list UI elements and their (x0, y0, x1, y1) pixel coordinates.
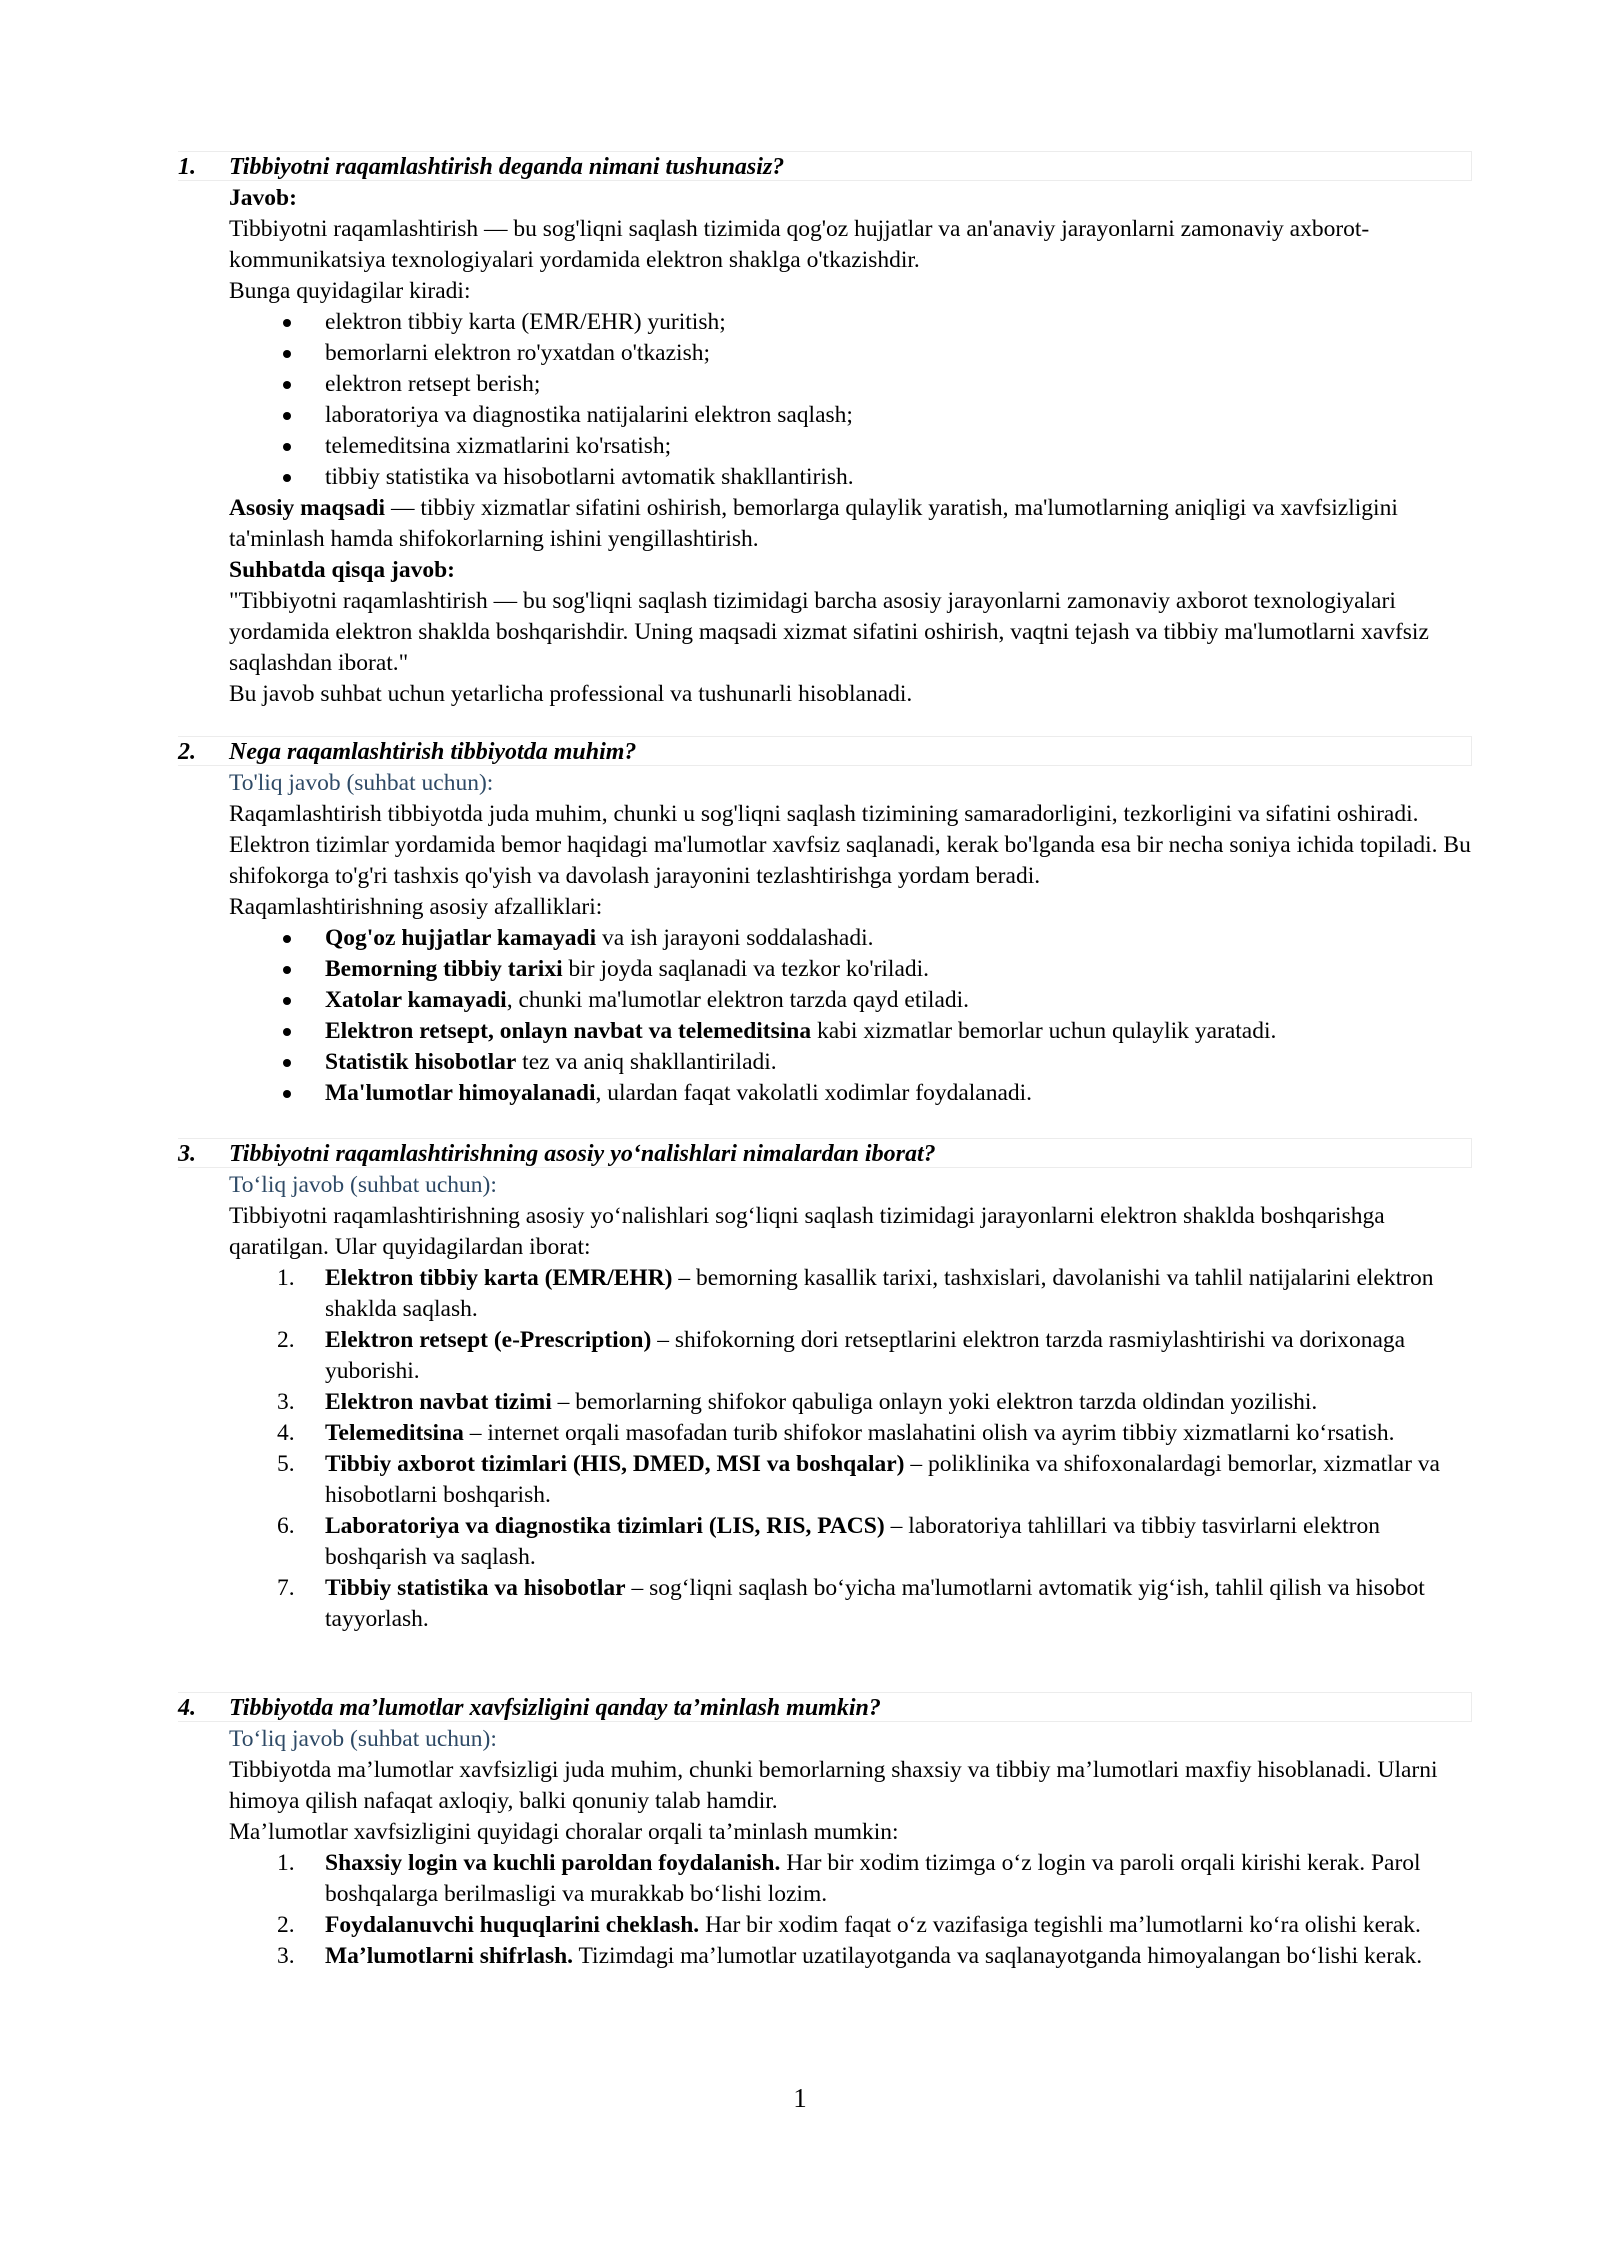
bold-term: Elektron navbat tizimi (325, 1389, 552, 1415)
bold-term: Asosiy maqsadi (229, 495, 386, 521)
list-number: 1. (277, 1850, 295, 1876)
answer-subtitle: To'liq javob (suhbat uchun): (229, 770, 494, 796)
list-item: tibbiy statistika va hisobotlarni avtomatik shakllantirish. (229, 462, 1479, 493)
list-item (229, 923, 1479, 954)
list-item (229, 1387, 1479, 1418)
list-number: 3. (277, 1389, 295, 1415)
bold-term: Shaxsiy login va kuchli paroldan foydalanish. (325, 1850, 781, 1876)
bold-term: Elektron tibbiy karta (EMR/EHR) (325, 1265, 673, 1291)
list-item (229, 1910, 1479, 1941)
bold-term: Xatolar kamayadi (325, 987, 507, 1013)
paragraph: Bu javob suhbat uchun yetarlicha professional va tushunarli hisoblanadi. (229, 681, 913, 707)
list-item: laboratoriya va diagnostika natijalarini elektron saqlash; (229, 400, 1479, 431)
bullet-list (229, 923, 1479, 1109)
list-item: bemorlarni elektron ro'yxatdan o'tkazish; (229, 338, 1479, 369)
bold-term: Elektron retsept (e-Prescription) (325, 1327, 652, 1353)
paragraph: Tibbiyotni raqamlashtirishning asosiy yo‘nalishlari sog‘liqni saqlash tizimidagi jarayonlarni elektron shaklda boshqarishga qaratilgan. Ular quyidagilardan iborat: (229, 1203, 1385, 1260)
text-run: – poliklinika va shifoxonalardagi bemorlar, xizmatlar va hisobotlarni boshqarish. (325, 1451, 1440, 1508)
list-number: 5. (277, 1451, 295, 1477)
question-number: 4. (178, 1695, 196, 1721)
text-run: kabi xizmatlar bemorlar uchun qulaylik yaratadi. (811, 1018, 1277, 1044)
answer-subtitle: To‘liq javob (suhbat uchun): (229, 1726, 497, 1752)
list-item (229, 1573, 1479, 1635)
answer-label: Javob: (229, 185, 297, 211)
question-2-heading (178, 736, 1472, 766)
text-run: tez va aniq shakllantiriladi. (516, 1049, 777, 1075)
answer-subtitle: To‘liq javob (suhbat uchun): (229, 1172, 497, 1198)
paragraph: Bunga quyidagilar kiradi: (229, 278, 471, 304)
list-item (229, 1016, 1479, 1047)
text-run: – bemorning kasallik tarixi, tashxislari, davolanishi va tahlil natijalarini elektron shaklda saqlash. (325, 1265, 1434, 1322)
question-number: 1. (178, 154, 196, 180)
list-item (229, 954, 1479, 985)
question-1-heading (178, 151, 1472, 181)
text-run: – internet orqali masofadan turib shifokor maslahatini olish va ayrim tibbiy xizmatlarni ko‘rsatish. (463, 1420, 1395, 1446)
list-number: 1. (277, 1265, 295, 1291)
bold-term: Ma'lumotlar himoyalanadi (325, 1080, 596, 1106)
list-number: 2. (277, 1912, 295, 1938)
paragraph: Raqamlashtirishning asosiy afzalliklari: (229, 894, 603, 920)
bold-term: Qog'oz hujjatlar kamayadi (325, 925, 597, 951)
numbered-list (229, 1848, 1479, 1972)
paragraph: Raqamlashtirish tibbiyotda juda muhim, chunki u sog'liqni saqlash tizimining samaradorligini, tezkorligini va sifatini oshiradi. Elektron tizimlar yordamida bemor haqidagi ma'lumotlar xavfsiz saqlanadi, kerak bo'lganda esa bir necha soniya ichida topiladi. Bu shifokorga to'g'ri tashxis qo'yish va davolash jarayonini tezlashtirishga yordam beradi. (229, 801, 1471, 889)
bold-term: Laboratoriya va diagnostika tizimlari (LIS, RIS, PACS) (325, 1513, 885, 1539)
bullet-list (229, 307, 1479, 493)
question-number: 3. (178, 1141, 196, 1167)
question-3-answer (229, 1170, 1479, 1635)
bold-term: Statistik hisobotlar (325, 1049, 517, 1075)
text-run: bir joyda saqlanadi va tezkor ko'riladi. (562, 956, 930, 982)
text-run: Har bir xodim tizimga o‘z login va paroli orqali kirishi kerak. Parol boshqalarga berilmasligi va murakkab bo‘lishi lozim. (325, 1850, 1421, 1907)
question-title: Tibbiyotni raqamlashtirish deganda nimani tushunasiz? (229, 154, 785, 180)
paragraph (229, 493, 1479, 555)
list-number: 2. (277, 1327, 295, 1353)
list-item (229, 1449, 1479, 1511)
list-item (229, 1263, 1479, 1325)
question-2-answer (229, 768, 1479, 1109)
list-item (229, 1325, 1479, 1387)
text-run: va ish jarayoni soddalashadi. (596, 925, 874, 951)
list-item: elektron tibbiy karta (EMR/EHR) yuritish; (229, 307, 1479, 338)
quote-paragraph: "Tibbiyotni raqamlashtirish — bu sog'liqni saqlash tizimidagi barcha asosiy jarayonlarni zamonaviy axborot texnologiyalari yordamida elektron shaklda boshqarishdir. Uning maqsadi xizmat sifatini oshirish, vaqtni tejash va tibbiy ma'lumotlarni xavfsiz saqlashdan iborat." (229, 588, 1429, 676)
question-title: Tibbiyotni raqamlashtirishning asosiy yo‘nalishlari nimalardan iborat? (229, 1141, 936, 1167)
list-item (229, 1511, 1479, 1573)
list-number: 3. (277, 1943, 295, 1969)
list-item (229, 985, 1479, 1016)
list-item (229, 1418, 1479, 1449)
question-3-heading (178, 1138, 1472, 1168)
question-4-heading (178, 1692, 1472, 1722)
text-run: Tizimdagi ma’lumotlar uzatilayotganda va saqlanayotganda himoyalangan bo‘lishi kerak. (573, 1943, 1423, 1969)
text-run: , ulardan faqat vakolatli xodimlar foydalanadi. (595, 1080, 1033, 1106)
paragraph: Tibbiyotda ma’lumotlar xavfsizligi juda muhim, chunki bemorlarning shaxsiy va tibbiy ma’lumotlari maxfiy hisoblanadi. Ularni himoya qilish nafaqat axloqiy, balki qonuniy talab hamdir. (229, 1757, 1438, 1814)
paragraph: Ma’lumotlar xavfsizligini quyidagi choralar orqali ta’minlash mumkin: (229, 1819, 899, 1845)
question-1-answer (229, 183, 1479, 710)
bold-term: Tibbiy statistika va hisobotlar (325, 1575, 626, 1601)
list-item: telemeditsina xizmatlarini ko'rsatish; (229, 431, 1479, 462)
list-number: 4. (277, 1420, 295, 1446)
question-title: Nega raqamlashtirish tibbiyotda muhim? (229, 739, 637, 765)
text-run: – shifokorning dori retseptlarini elektron tarzda rasmiylashtirishi va dorixonaga yuborishi. (325, 1327, 1406, 1384)
page-number: 1 (793, 2083, 807, 2113)
bold-term: Telemeditsina (325, 1420, 464, 1446)
question-title: Tibbiyotda ma’lumotlar xavfsizligini qanday ta’minlash mumkin? (229, 1695, 881, 1721)
list-item (229, 1848, 1479, 1910)
paragraph: Tibbiyotni raqamlashtirish — bu sog'liqni saqlash tizimida qog'oz hujjatlar va an'anaviy jarayonlarni zamonaviy axborot-kommunikatsiya texnologiyalari yordamida elektron shaklga o'tkazishdir. (229, 216, 1370, 273)
list-number: 6. (277, 1513, 295, 1539)
text-run: – laboratoriya tahlillari va tibbiy tasvirlarni elektron boshqarish va saqlash. (325, 1513, 1380, 1570)
list-item (229, 1047, 1479, 1078)
text-run: Har bir xodim faqat o‘z vazifasiga tegishli ma’lumotlarni ko‘ra olishi kerak. (699, 1912, 1421, 1938)
subheading: Suhbatda qisqa javob: (229, 557, 455, 583)
numbered-list (229, 1263, 1479, 1635)
list-item (229, 1078, 1479, 1109)
list-item (229, 1941, 1479, 1972)
text-run: – sog‘liqni saqlash bo‘yicha ma'lumotlarni avtomatik yig‘ish, tahlil qilish va hisobot tayyorlash. (325, 1575, 1425, 1632)
text-run: , chunki ma'lumotlar elektron tarzda qayd etiladi. (506, 987, 970, 1013)
bold-term: Foydalanuvchi huquqlarini cheklash. (325, 1912, 700, 1938)
question-number: 2. (178, 739, 196, 765)
question-4-answer (229, 1724, 1479, 1972)
list-item: elektron retsept berish; (229, 369, 1479, 400)
text-run: — tibbiy xizmatlar sifatini oshirish, bemorlarga qulaylik yaratish, ma'lumotlarning aniqligi va xavfsizligini ta'minlash hamda shifokorlarning ishini yengillashtirish. (229, 495, 1398, 552)
bold-term: Bemorning tibbiy tarixi (325, 956, 563, 982)
text-run: – bemorlarning shifokor qabuliga onlayn yoki elektron tarzda oldindan yozilishi. (551, 1389, 1318, 1415)
bold-term: Tibbiy axborot tizimlari (HIS, DMED, MSI va boshqalar) (325, 1451, 905, 1477)
list-number: 7. (277, 1575, 295, 1601)
bold-term: Elektron retsept, onlayn navbat va telemeditsina (325, 1018, 812, 1044)
bold-term: Ma’lumotlarni shifrlash. (325, 1943, 574, 1969)
